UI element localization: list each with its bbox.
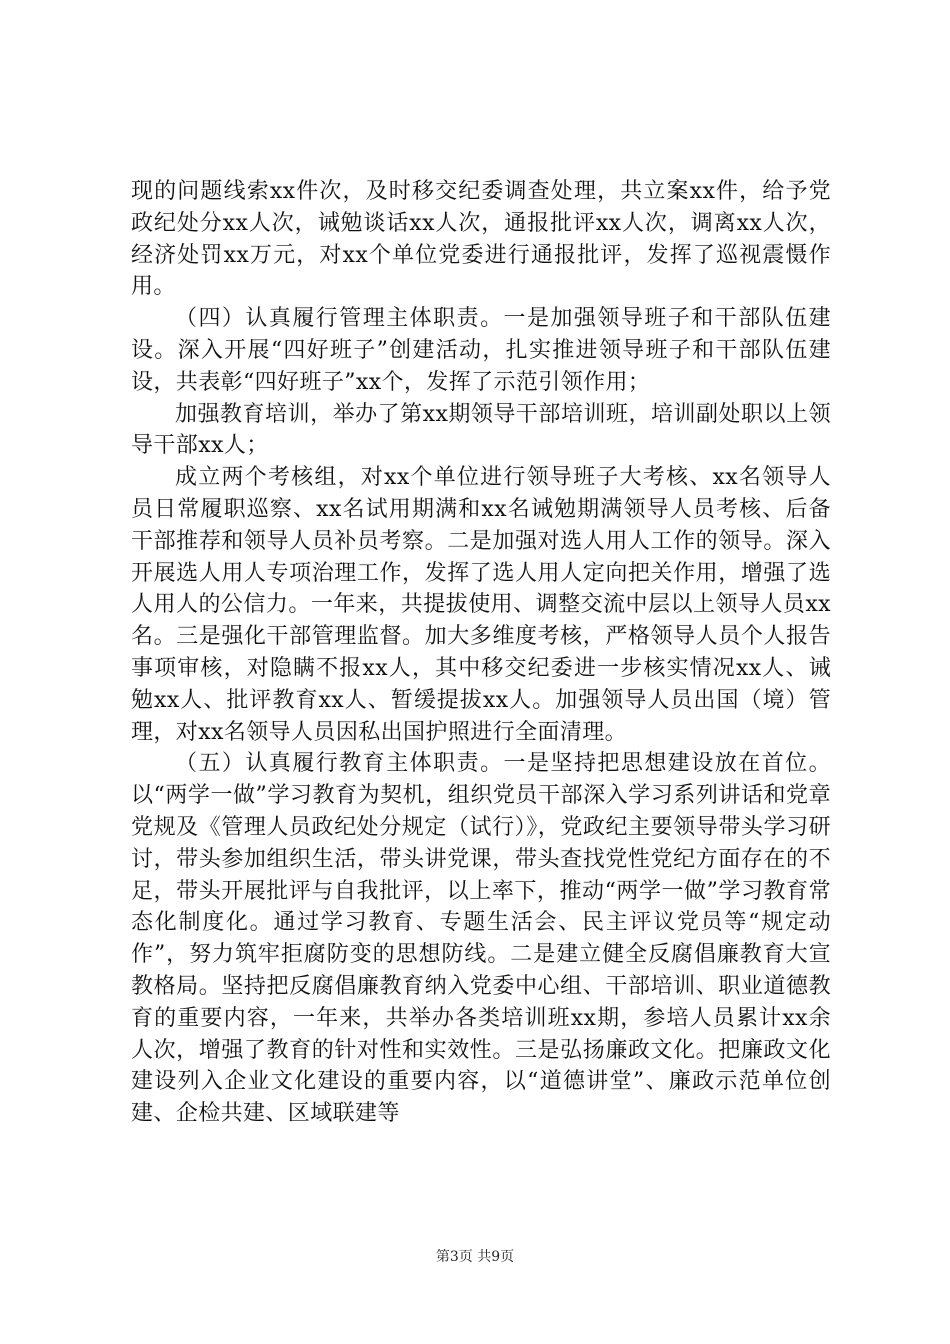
- paragraph-5: （五）认真履行教育主体职责。一是坚持把思想建设放在首位。以“两学一做”学习教育为契机，组织党员干部深入学习系列讲话和党章党规及《管理人员政纪处分规定（试行）》，党政纪主要领导带头学习研讨，带头参加组织生活，带头讲党课，带头查找党性党纪方面存在的不足，带头开展批评与自我批评，以上率下，推动“两学一做”学习教育常态化制度化。通过学习教育、专题生活会、民主评议党员等“规定动作”，努力筑牢拒腐防变的思想防线。二是建立健全反腐倡廉教育大宣教格局。坚持把反腐倡廉教育纳入党委中心组、干部培训、职业道德教育的重要内容，一年来，共举办各类培训班xx期，参培人员累计xx余人次，增强了教育的针对性和实效性。三是弘扬廉政文化。把廉政文化建设列入企业文化建设的重要内容，以“道德讲堂”、廉政示范单位创建、企检共建、区域联建等: [131, 751, 831, 1127]
- paragraph-3: 加强教育培训，举办了第xx期领导干部培训班，培训副处职以上领导干部xx人；: [131, 401, 831, 459]
- paragraph-2: （四）认真履行管理主体职责。一是加强领导班子和干部队伍建设。深入开展“四好班子”创建活动，扎实推进领导班子和干部队伍建设，共表彰“四好班子”xx个，发挥了示范引领作用；: [131, 306, 831, 395]
- paragraph-4: 成立两个考核组，对xx个单位进行领导班子大考核、xx名领导人员日常履职巡察、xx名试用期满和xx名诫勉期满领导人员考核、后备干部推荐和领导人员补员考察。二是加强对选人用人工作的领导。深入开展选人用人专项治理工作，发挥了选人用人定向把关作用，增强了选人用人的公信力。一年来，共提拔使用、调整交流中层以上领导人员xx名。三是强化干部管理监督。加大多维度考核，严格领导人员个人报告事项审核，对隐瞒不报xx人，其中移交纪委进一步核实情况xx人、诫勉xx人、批评教育xx人、暂缓提拔xx人。加强领导人员出国（境）管理，对xx名领导人员因私出国护照进行全面清理。: [131, 465, 831, 745]
- paragraph-1: 现的问题线索xx件次，及时移交纪委调查处理，共立案xx件，给予党政纪处分xx人次，诫勉谈话xx人次，通报批评xx人次，调离xx人次，经济处罚xx万元，对xx个单位党委进行通报批评，发挥了巡视震慑作用。: [131, 179, 831, 300]
- page-number-footer: 第3页 共9页: [435, 1249, 515, 1265]
- document-body: [131, 176, 831, 1130]
